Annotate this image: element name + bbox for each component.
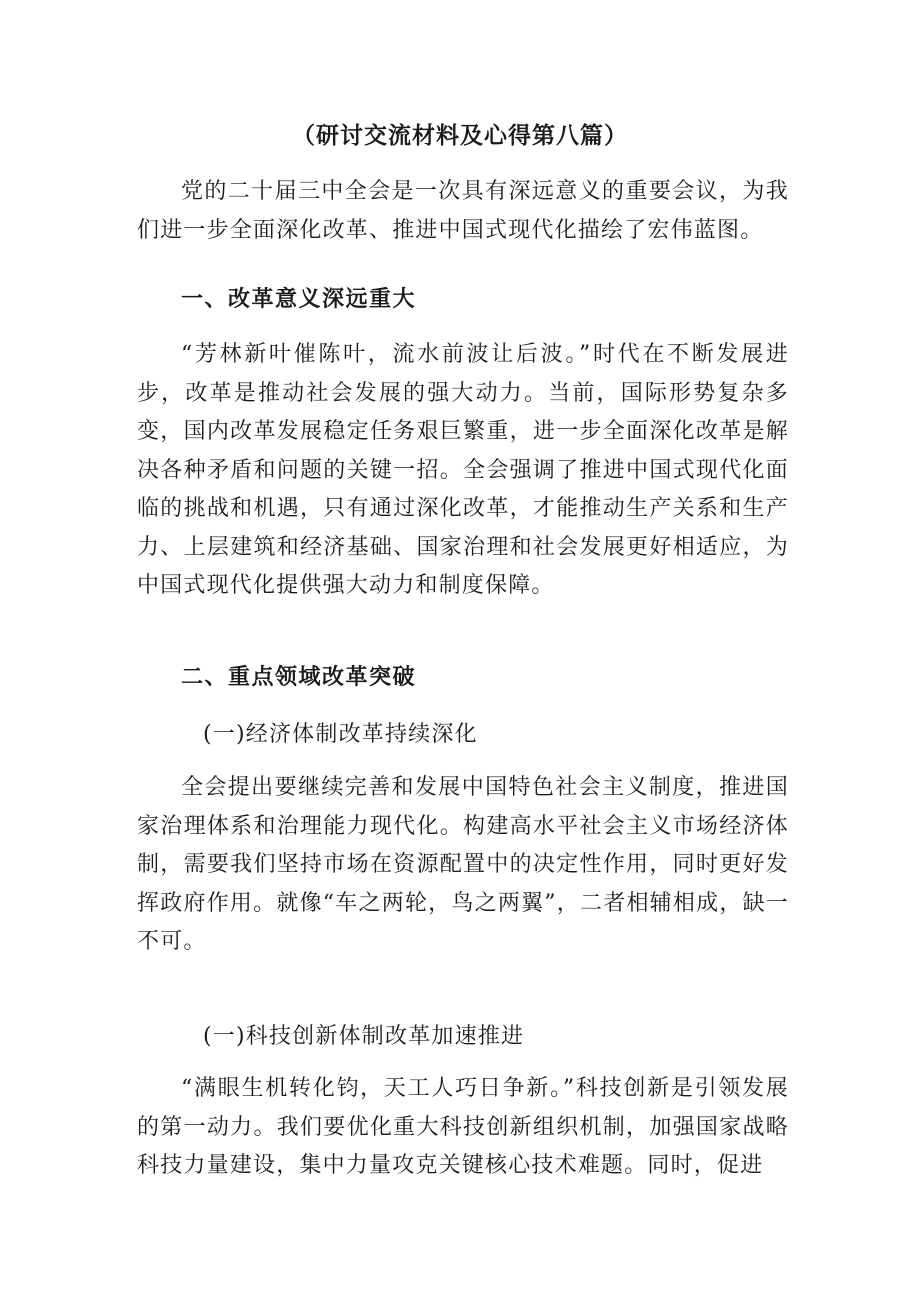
- section-1-paragraph: “芳林新叶催陈叶，流水前波让后波。”时代在不断发展进步，改革是推动社会发展的强大动力。当前，国际形势复杂多变，国内改革发展稳定任务艰巨繁重，进一步全面深化改革是解决各种矛盾和问题的关键一招。全会强调了推进中国式现代化面临的挑战和机遇，只有通过深化改革，才能推动生产关系和生产力、上层建筑和经济基础、国家治理和社会发展更好相适应，为中国式现代化提供强大动力和制度保障。: [137, 342, 789, 598]
- subsection-2-paragraph: “满眼生机转化钧，天工人巧日争新。”科技创新是引领发展的第一动力。我们要优化重大科技创新组织机制，加强国家战略科技力量建设，集中力量攻克关键核心技术难题。同时，促进: [137, 1076, 789, 1178]
- intro-paragraph: 党的二十届三中全会是一次具有深远意义的重要会议，为我们进一步全面深化改革、推进中国式现代化描绘了宏伟蓝图。: [137, 179, 789, 243]
- document-title: （研讨交流材料及心得第八篇）: [292, 122, 628, 149]
- subsection-1-paragraph: 全会提出要继续完善和发展中国特色社会主义制度，推进国家治理体系和治理能力现代化。构建高水平社会主义市场经济体制，需要我们坚持市场在资源配置中的决定性作用，同时更好发挥政府作用。就像“车之两轮，鸟之两翼”，二者相辅相成，缺一不可。: [137, 775, 789, 954]
- subsection-1-heading: (一)经济体制改革持续深化: [203, 722, 478, 747]
- section-2-heading: 二、重点领域改革突破: [181, 664, 417, 690]
- subsection-2-heading: (一)科技创新体制改革加速推进: [203, 1024, 525, 1049]
- section-1-heading: 一、改革意义深远重大: [181, 286, 417, 312]
